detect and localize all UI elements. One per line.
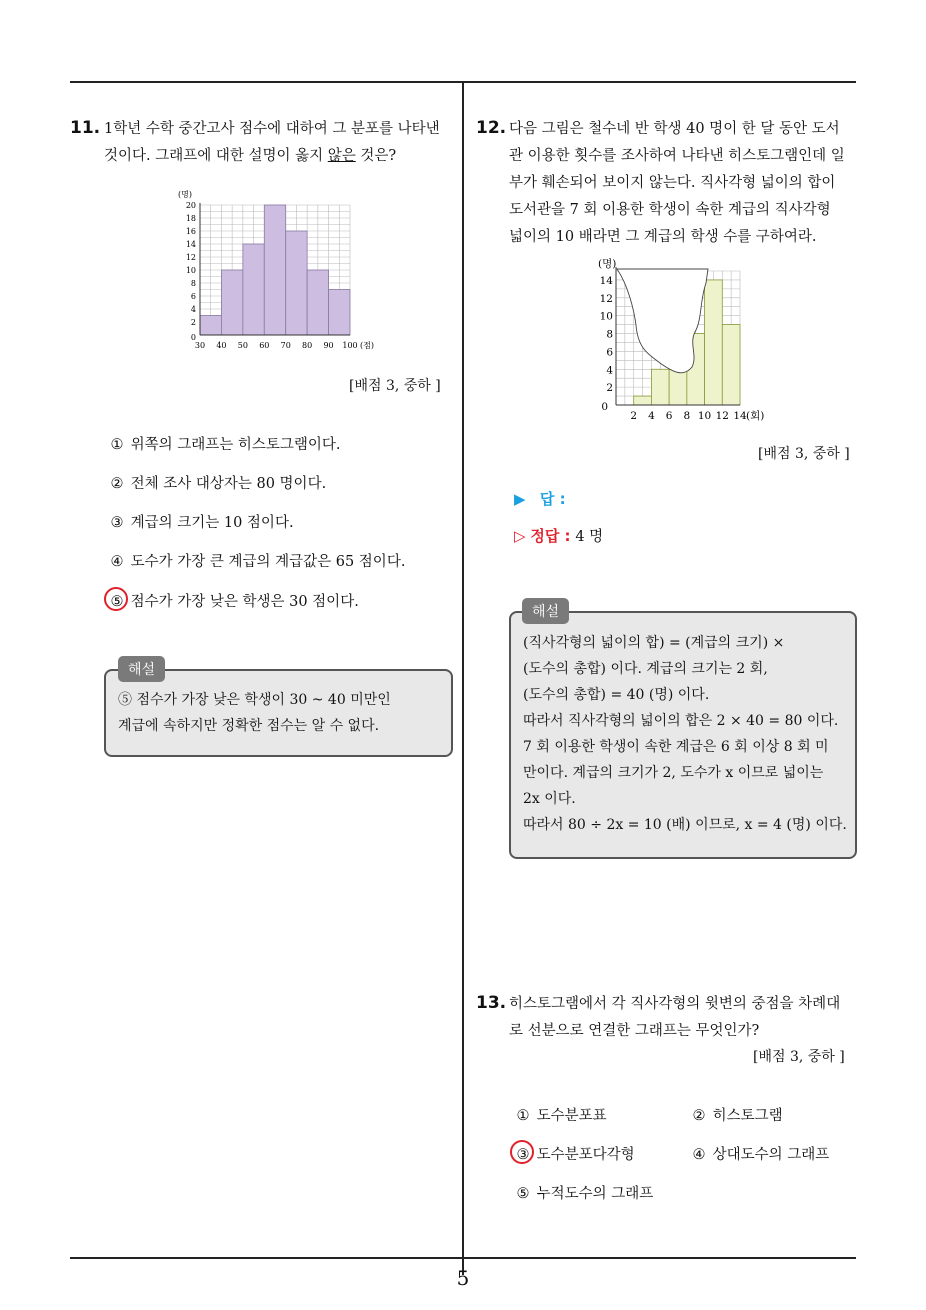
option-text: 도수분포표 <box>536 1108 607 1124</box>
difficulty-label: [배점 3, 중하 ] <box>758 446 850 462</box>
option-mark: ⑤ <box>110 594 124 610</box>
option-text: 상대도수의 그래프 <box>712 1147 830 1163</box>
difficulty-label: [배점 3, 중하 ] <box>349 378 441 394</box>
y-tick-label: 20 <box>185 201 196 210</box>
option-mark: ② <box>692 1108 706 1124</box>
explanation-line: (도수의 총합) = 40 (명) 이다. <box>523 687 710 703</box>
x-tick-label: 2 <box>630 410 638 422</box>
option-mark: ④ <box>692 1147 706 1163</box>
explanation-box <box>104 669 453 757</box>
y-tick-label: 10 <box>599 310 613 323</box>
y-tick-label: 8 <box>190 279 196 288</box>
option-text: 계급의 크기는 10 점이다. <box>130 515 294 531</box>
histogram-bar <box>264 205 285 335</box>
option-mark: ① <box>516 1108 530 1124</box>
x-tick-label: 10 <box>697 410 712 422</box>
y-tick-label: 4 <box>190 305 196 314</box>
x-tick-label: 30 <box>194 341 206 350</box>
histogram-bar <box>651 369 669 405</box>
column-divider <box>462 81 464 1275</box>
histogram-bar <box>705 280 723 405</box>
histogram-bar <box>221 270 242 335</box>
histogram-bar <box>722 325 740 405</box>
x-tick-label: 100 <box>342 341 358 350</box>
x-tick-label: 14 <box>733 410 747 422</box>
histogram-bar <box>307 270 328 335</box>
y-tick-label: 10 <box>185 266 196 275</box>
question-line-1: 1학년 수학 중간고사 점수에 대하여 그 분포를 나타낸 <box>104 121 440 137</box>
difficulty-label: [배점 3, 중하 ] <box>753 1049 845 1065</box>
play-triangle-icon: ▶ <box>514 490 526 508</box>
question-number: 13. <box>476 993 507 1013</box>
y-tick-label: 14 <box>599 274 613 287</box>
question-text <box>104 116 460 170</box>
x-tick-label: 50 <box>237 341 248 350</box>
y-tick-label: 4 <box>606 364 613 377</box>
option-text: 전체 조사 대상자는 80 명이다. <box>130 476 327 492</box>
damaged-histogram-q12 <box>588 255 788 425</box>
x-axis-label: (회) <box>746 410 765 422</box>
option-mark: ④ <box>110 554 124 570</box>
question-text <box>509 116 859 251</box>
histogram-bar <box>634 396 652 405</box>
explanation-line: ⑤ 점수가 가장 낮은 학생이 30 ~ 40 미만인 <box>118 692 391 708</box>
explanation-line: 7 회 이용한 학생이 속한 계급은 6 회 이상 8 회 미 <box>523 739 829 755</box>
question-line: 부가 훼손되어 보이지 않는다. 직사각형 넓이의 합이 <box>509 175 836 191</box>
y-tick-label: 6 <box>190 292 196 301</box>
question-line-2-post: 것은? <box>355 148 397 164</box>
question-line: 다음 그림은 철수네 반 학생 40 명이 한 달 동안 도서 <box>509 121 840 137</box>
x-axis-label: (점) <box>360 341 374 350</box>
option-1[interactable] <box>108 433 341 454</box>
histogram-bar <box>669 369 687 405</box>
x-tick-label: 60 <box>259 341 270 350</box>
histogram-q11 <box>170 180 390 360</box>
x-tick-label: 40 <box>216 341 227 350</box>
option-4[interactable] <box>108 550 405 571</box>
question-line: 도서관을 7 회 이용한 학생이 속한 계급의 직사각형 <box>509 202 831 218</box>
option-5[interactable] <box>108 590 359 611</box>
question-line-2 <box>104 143 460 170</box>
x-tick-label: 12 <box>715 410 729 422</box>
histogram-bar <box>286 231 307 335</box>
explanation-line: 2x 이다. <box>523 791 576 807</box>
origin-label: 0 <box>190 333 196 342</box>
y-tick-label: 8 <box>606 328 613 341</box>
question-number: 12. <box>476 118 507 138</box>
y-tick-label: 12 <box>599 292 613 305</box>
histogram-bar <box>200 316 221 336</box>
correct-answer-row <box>514 525 603 546</box>
y-axis-label: (명) <box>178 190 192 199</box>
option-mark: ② <box>110 476 124 492</box>
option-mark: ③ <box>516 1147 530 1163</box>
y-tick-label: 2 <box>190 318 196 327</box>
explanation-line: 계급에 속하지만 정확한 점수는 알 수 없다. <box>118 718 380 734</box>
outline-triangle-icon: ▷ <box>514 527 526 545</box>
explanation-text <box>523 630 853 838</box>
question-line: 넓이의 10 배라면 그 계급의 학생 수를 구하여라. <box>509 229 817 245</box>
y-tick-label: 14 <box>185 240 196 249</box>
option-2[interactable] <box>108 472 326 493</box>
question-line: 관 이용한 횟수를 조사하여 나타낸 히스토그램인데 일 <box>509 148 845 164</box>
option-5[interactable] <box>514 1182 653 1203</box>
page-number: 5 <box>456 1266 470 1290</box>
explanation-line: 따라서 직사각형의 넓이의 합은 2 × 40 = 80 이다. <box>523 713 839 729</box>
y-tick-label: 2 <box>606 382 613 395</box>
option-1[interactable] <box>514 1104 607 1125</box>
option-3[interactable] <box>108 511 294 532</box>
histogram-bar <box>243 244 264 335</box>
option-mark: ⑤ <box>516 1186 530 1202</box>
bottom-rule <box>70 1257 856 1259</box>
origin-label: 0 <box>601 401 608 413</box>
option-text: 히스토그램 <box>712 1108 783 1124</box>
question-text <box>509 991 859 1045</box>
question-line: 로 선분으로 연결한 그래프는 무엇인가? <box>509 1023 760 1039</box>
explanation-line: (직사각형의 넓이의 합) = (계급의 크기) × <box>523 635 785 651</box>
correct-label: 정답 : <box>530 527 571 545</box>
option-3[interactable] <box>514 1143 635 1164</box>
option-text: 위쪽의 그래프는 히스토그램이다. <box>130 437 341 453</box>
question-line-2-pre: 것이다. 그래프에 대한 설명이 옳지 <box>104 148 328 164</box>
explanation-line: 만이다. 계급의 크기가 2, 도수가 x 이므로 넓이는 <box>523 765 824 781</box>
option-mark: ③ <box>110 515 124 531</box>
underlined-word: 않은 <box>327 148 356 164</box>
question-number: 11. <box>70 118 101 138</box>
option-text: 도수분포다각형 <box>536 1147 635 1163</box>
answer-label: 답 : <box>539 490 566 508</box>
option-2[interactable] <box>690 1104 783 1125</box>
y-tick-label: 16 <box>185 227 196 236</box>
explanation-line: 따라서 80 ÷ 2x = 10 (배) 이므로, x = 4 (명) 이다. <box>523 817 847 833</box>
correct-value: 4 명 <box>575 529 604 545</box>
explanation-tag: 해설 <box>118 656 165 682</box>
option-4[interactable] <box>690 1143 829 1164</box>
answer-row <box>514 488 566 509</box>
option-text: 도수가 가장 큰 계급의 계급값은 65 점이다. <box>130 554 406 570</box>
explanation-line: (도수의 총합) 이다. 계급의 크기는 2 회, <box>523 661 768 677</box>
option-mark: ① <box>110 437 124 453</box>
y-tick-label: 18 <box>185 214 196 223</box>
question-line: 히스토그램에서 각 직사각형의 윗변의 중점을 차례대 <box>509 996 841 1012</box>
y-tick-label: 6 <box>606 346 613 359</box>
y-axis-label: (명) <box>598 258 617 270</box>
x-tick-label: 90 <box>323 341 334 350</box>
y-tick-label: 12 <box>185 253 196 262</box>
x-tick-label: 6 <box>665 410 673 422</box>
x-tick-label: 8 <box>683 410 691 422</box>
explanation-box <box>509 611 857 859</box>
x-tick-label: 80 <box>302 341 313 350</box>
option-text: 점수가 가장 낮은 학생은 30 점이다. <box>130 594 359 610</box>
option-text: 누적도수의 그래프 <box>536 1186 654 1202</box>
x-tick-label: 70 <box>280 341 291 350</box>
explanation-tag: 해설 <box>522 598 569 624</box>
histogram-bar <box>329 290 350 336</box>
x-tick-label: 4 <box>648 410 655 422</box>
explanation-text <box>118 687 448 739</box>
